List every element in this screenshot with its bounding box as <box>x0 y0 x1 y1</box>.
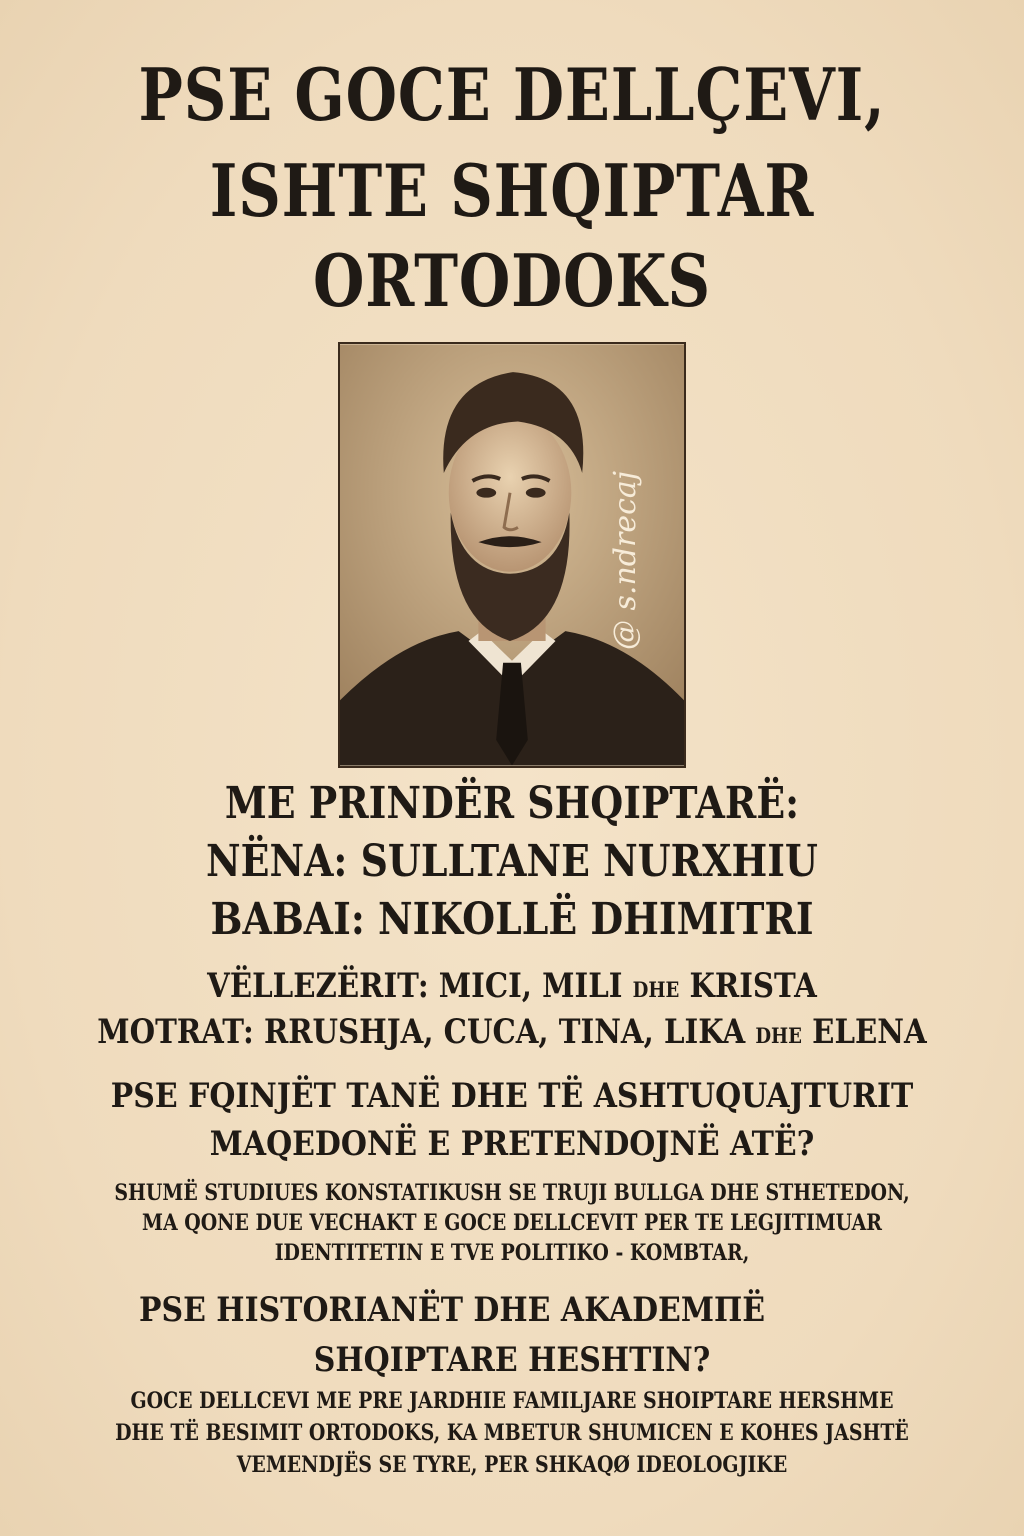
question-2-body-3: VEMENDJËS SE TYRE, PER SHKAQØ IDEOLOGJIKE <box>236 1452 788 1478</box>
question-2-line-1: PSE HISTORIANËT DHE AKADEMПË <box>138 1290 766 1330</box>
brothers-line <box>72 966 953 1006</box>
brothers-conjunction: DHE <box>632 977 680 1002</box>
brothers-names: VËLLEZËRIT: MICI, MILI <box>207 966 623 1006</box>
father-name: BABAI: NIKOLLË DHIMITRI <box>210 894 814 945</box>
page-title-line-3: ORTODOKS <box>313 238 711 323</box>
page-title-line-2: ISHTE SHQIPTAR <box>209 148 815 233</box>
sisters-last: ELENA <box>812 1012 927 1052</box>
parents-heading: ME PRINDËR SHQIPTARË: <box>224 778 800 829</box>
mother-name: NËNA: SULLTANE NURXHIU <box>206 836 818 887</box>
question-1-body-2: MA QONE DUE VECHAKT E GOCE DELLCEVIT PER TE LEGJITIMUAR <box>142 1210 882 1236</box>
question-1-line-2: MAQEDONË E PRETENDOJNË ATË? <box>209 1124 815 1164</box>
question-1-body-3: IDENTITETIN E TVE POLITIKO - KOMBTAR, <box>274 1240 750 1266</box>
brothers-last: KRISTA <box>689 966 817 1006</box>
sisters-line <box>72 1012 953 1052</box>
page-title-line-1: PSE GOCE DELLÇEVI, <box>138 52 886 137</box>
question-1-body-1: SHUMË STUDIUES KONSTATIKUSH SE TRUJI BULLGA DHE STHETEDON, <box>114 1180 910 1206</box>
question-2-body-2: DHE TË BESIMIT ORTODOKS, KA MBETUR SHUMICEN E KOHES JASHTË <box>115 1420 909 1446</box>
question-2-line-2: SHQIPTARE HESHTIN? <box>313 1340 711 1380</box>
sisters-conjunction: DHE <box>755 1023 802 1048</box>
sisters-names: MOTRAT: RRUSHJA, CUCA, TINA, LIKA <box>97 1012 746 1052</box>
question-2-body-1: GOCE DELLCEVI ME PRE JARDHIE FAMILJARE SHOIPTARE HERSHME <box>130 1388 894 1414</box>
question-1-line-1: PSE FQINJËT TANË DHE TË ASHTUQUAJTURIT <box>110 1076 914 1116</box>
photo-signature: @ s.ndrecaj <box>608 470 643 650</box>
